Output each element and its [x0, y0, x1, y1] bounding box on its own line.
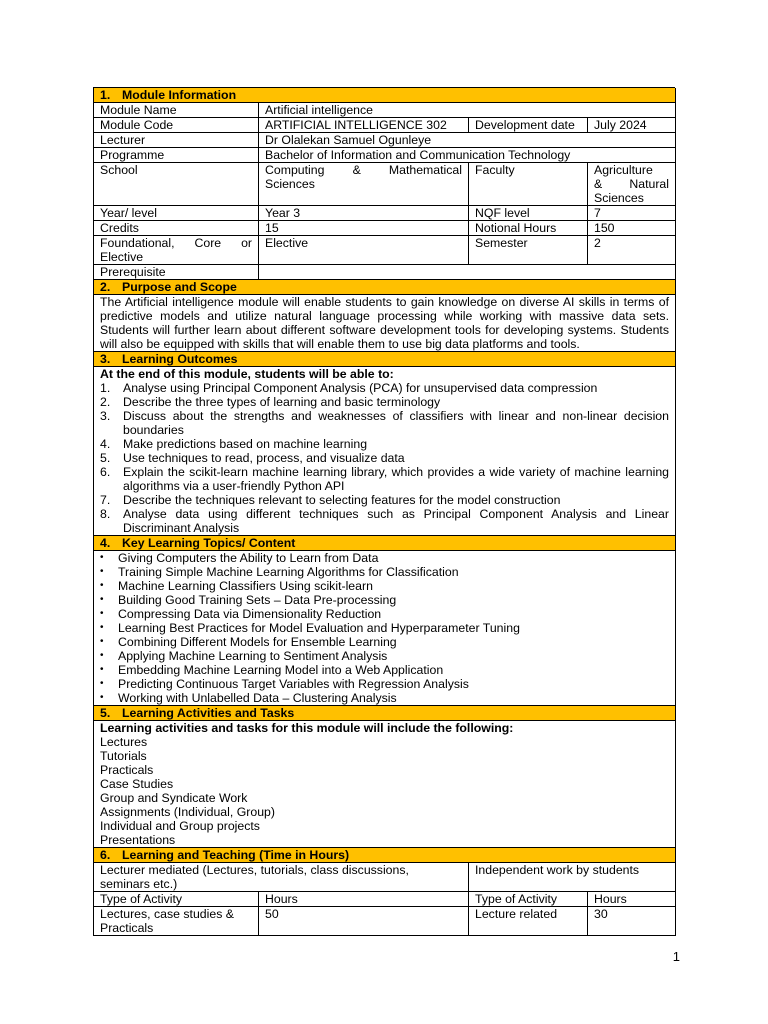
activity-text: Lectures, case studies &	[100, 907, 234, 921]
section-number: 5.	[100, 706, 111, 720]
lecturer-value: Dr Olalekan Samuel Ogunleye	[259, 133, 676, 148]
hours-header: Hours	[259, 892, 469, 907]
notional-hours-label: Notional Hours	[469, 221, 588, 236]
faculty-word: Sciences	[594, 191, 644, 205]
module-type-word: or	[241, 236, 252, 250]
outcome-item	[100, 451, 669, 465]
module-name-value: Artificial intelligence	[259, 103, 676, 118]
faculty-word: &	[594, 177, 603, 191]
outcome-number: 6.	[100, 465, 111, 479]
outcome-number: 7.	[100, 493, 111, 507]
semester-label: Semester	[469, 236, 588, 265]
bullet-icon: •	[100, 636, 104, 647]
bullet-icon: •	[100, 664, 104, 675]
topic-item	[100, 677, 669, 691]
topics-list	[100, 551, 669, 705]
section-header-learning-activities	[94, 706, 676, 721]
topic-text: Predicting Continuous Target Variables with Regression Analysis	[118, 677, 469, 691]
outcome-number: 4.	[100, 437, 111, 451]
learning-outcomes	[94, 367, 676, 536]
outcome-number: 2.	[100, 395, 111, 409]
purpose-text: The Artificial intelligence module will enable students to gain knowledge on diverse AI skills in terms of predictive models and utilize natural language processing while working with massive data sets. Students will further learn about different software development tools for developing systems. Students will also be equipped with skills that will enable them to use big data platforms and tools.	[94, 295, 676, 352]
school-value	[259, 163, 469, 206]
type-of-activity-header-2: Type of Activity	[469, 892, 588, 907]
notional-hours-value: 150	[588, 221, 676, 236]
school-word: &	[352, 163, 361, 177]
section-header-purpose-and-scope	[94, 280, 676, 295]
outcome-number: 5.	[100, 451, 111, 465]
activity-text: Practicals	[100, 921, 154, 935]
key-topics	[94, 551, 676, 706]
activity-cell	[94, 907, 259, 936]
module-table	[93, 87, 675, 936]
topic-item	[100, 621, 669, 635]
topic-text: Training Simple Machine Learning Algorithms for Classification	[118, 565, 459, 579]
faculty-label: Faculty	[469, 163, 588, 206]
section-title: Purpose and Scope	[122, 280, 237, 294]
outcome-item	[100, 493, 669, 507]
section-number: 4.	[100, 536, 111, 550]
topic-text: Compressing Data via Dimensionality Reduction	[118, 607, 382, 621]
independent-work-header: Independent work by students	[469, 863, 676, 892]
bullet-icon: •	[100, 678, 104, 689]
bullet-icon: •	[100, 552, 104, 563]
module-code-label: Module Code	[94, 118, 259, 133]
outcomes-list	[100, 381, 669, 535]
learning-activities	[94, 721, 676, 848]
bullet-icon: •	[100, 650, 104, 661]
lecturer-label: Lecturer	[94, 133, 259, 148]
year-level-value: Year 3	[259, 206, 469, 221]
section-title: Key Learning Topics/ Content	[122, 536, 296, 550]
outcome-item	[100, 381, 669, 395]
module-type-label	[94, 236, 259, 265]
semester-value: 2	[588, 236, 676, 265]
activity-item: Lectures	[100, 735, 148, 749]
section-number: 3.	[100, 352, 111, 366]
school-word: Mathematical	[388, 163, 462, 177]
hours-cell: 50	[259, 907, 469, 936]
programme-value: Bachelor of Information and Communication Technology	[259, 148, 676, 163]
outcome-text: Analyse using Principal Component Analysis (PCA) for unsupervised data compression	[123, 381, 598, 395]
topic-item	[100, 565, 669, 579]
bullet-icon: •	[100, 594, 104, 605]
section-header-learning-outcomes	[94, 352, 676, 367]
outcome-item	[100, 409, 669, 437]
credits-label: Credits	[94, 221, 259, 236]
prerequisite-value	[259, 265, 676, 280]
topic-item	[100, 649, 669, 663]
activity-item: Case Studies	[100, 777, 174, 791]
outcome-text: Describe the techniques relevant to selecting features for the model construction	[123, 493, 561, 507]
topic-text: Combining Different Models for Ensemble Learning	[118, 635, 397, 649]
lecturer-mediated-text: seminars etc.)	[100, 877, 178, 891]
section-header-learning-and-teaching	[94, 848, 676, 863]
hours-header-2: Hours	[588, 892, 676, 907]
module-type-word: Foundational,	[100, 236, 175, 250]
hours-cell-2: 30	[588, 907, 676, 936]
faculty-word: Agriculture	[594, 163, 653, 177]
topic-text: Working with Unlabelled Data – Clustering Analysis	[118, 691, 397, 705]
outcome-item	[100, 507, 669, 535]
topic-text: Learning Best Practices for Model Evaluation and Hyperparameter Tuning	[118, 621, 520, 635]
activity-item: Group and Syndicate Work	[100, 791, 248, 805]
bullet-icon: •	[100, 692, 104, 703]
topic-text: Machine Learning Classifiers Using scikit-learn	[118, 579, 373, 593]
topic-item	[100, 593, 669, 607]
outcome-number: 3.	[100, 409, 111, 423]
section-number: 6.	[100, 848, 111, 862]
school-label: School	[94, 163, 259, 206]
nqf-level-label: NQF level	[469, 206, 588, 221]
topic-text: Giving Computers the Ability to Learn from Data	[118, 551, 379, 565]
module-type-word: Core	[194, 236, 222, 250]
topic-item	[100, 607, 669, 621]
topic-text: Building Good Training Sets – Data Pre-processing	[118, 593, 397, 607]
outcome-text: Explain the scikit-learn machine learning library, which provides a wide variety of machine learning algorithms via a user-friendly Python API	[123, 465, 669, 493]
section-title: Learning Outcomes	[122, 352, 238, 366]
outcome-item	[100, 465, 669, 493]
bullet-icon: •	[100, 608, 104, 619]
activity-item: Assignments (Individual, Group)	[100, 805, 275, 819]
page-number: 1	[672, 949, 680, 964]
activities-intro: Learning activities and tasks for this module will include the following:	[100, 721, 514, 735]
bullet-icon: •	[100, 566, 104, 577]
activity-item: Presentations	[100, 833, 176, 847]
prerequisite-label: Prerequisite	[94, 265, 259, 280]
section-number: 2.	[100, 280, 111, 294]
section-header-module-information	[94, 88, 676, 103]
activity-item: Individual and Group projects	[100, 819, 260, 833]
credits-value: 15	[259, 221, 469, 236]
activity-item: Practicals	[100, 763, 154, 777]
outcome-number: 1.	[100, 381, 111, 395]
outcome-number: 8.	[100, 507, 111, 521]
module-name-label: Module Name	[94, 103, 259, 118]
topic-item	[100, 691, 669, 705]
outcome-text: Describe the three types of learning and basic terminology	[123, 395, 441, 409]
activities-list	[100, 735, 669, 847]
section-title: Learning Activities and Tasks	[122, 706, 295, 720]
bullet-icon: •	[100, 622, 104, 633]
lecturer-mediated-text: Lecturer mediated (Lectures, tutorials, class discussions,	[100, 863, 409, 877]
section-number: 1.	[100, 88, 111, 102]
section-title: Learning and Teaching (Time in Hours)	[122, 848, 350, 862]
module-type-word: Elective	[100, 250, 144, 264]
programme-label: Programme	[94, 148, 259, 163]
outcomes-intro: At the end of this module, students will be able to:	[100, 367, 394, 381]
outcome-item	[100, 395, 669, 409]
section-title: Module Information	[122, 88, 237, 102]
topic-item	[100, 551, 669, 565]
activity-cell-2: Lecture related	[469, 907, 588, 936]
module-type-value: Elective	[259, 236, 469, 265]
outcome-text: Discuss about the strengths and weaknesses of classifiers with linear and non-linear decision boundaries	[123, 409, 669, 437]
faculty-value	[588, 163, 676, 206]
topic-item	[100, 663, 669, 677]
outcome-item	[100, 437, 669, 451]
school-word: Computing	[265, 163, 325, 177]
bullet-icon: •	[100, 580, 104, 591]
outcome-text: Use techniques to read, process, and visualize data	[123, 451, 405, 465]
outcome-text: Make predictions based on machine learning	[123, 437, 368, 451]
development-date-label: Development date	[469, 118, 588, 133]
type-of-activity-header: Type of Activity	[94, 892, 259, 907]
nqf-level-value: 7	[588, 206, 676, 221]
topic-text: Embedding Machine Learning Model into a Web Application	[118, 663, 444, 677]
faculty-word: Natural	[629, 177, 669, 191]
topic-item	[100, 579, 669, 593]
development-date-value: July 2024	[588, 118, 676, 133]
outcome-text: Analyse data using different techniques such as Principal Component Analysis and Linear Discriminant Analysis	[123, 507, 669, 535]
topic-text: Applying Machine Learning to Sentiment Analysis	[118, 649, 388, 663]
year-level-label: Year/ level	[94, 206, 259, 221]
topic-item	[100, 635, 669, 649]
school-word: Sciences	[265, 177, 315, 191]
module-document	[93, 87, 675, 936]
lecturer-mediated-header	[94, 863, 469, 892]
section-header-key-learning-topics	[94, 536, 676, 551]
activity-item: Tutorials	[100, 749, 147, 763]
module-code-value: ARTIFICIAL INTELLIGENCE 302	[259, 118, 469, 133]
